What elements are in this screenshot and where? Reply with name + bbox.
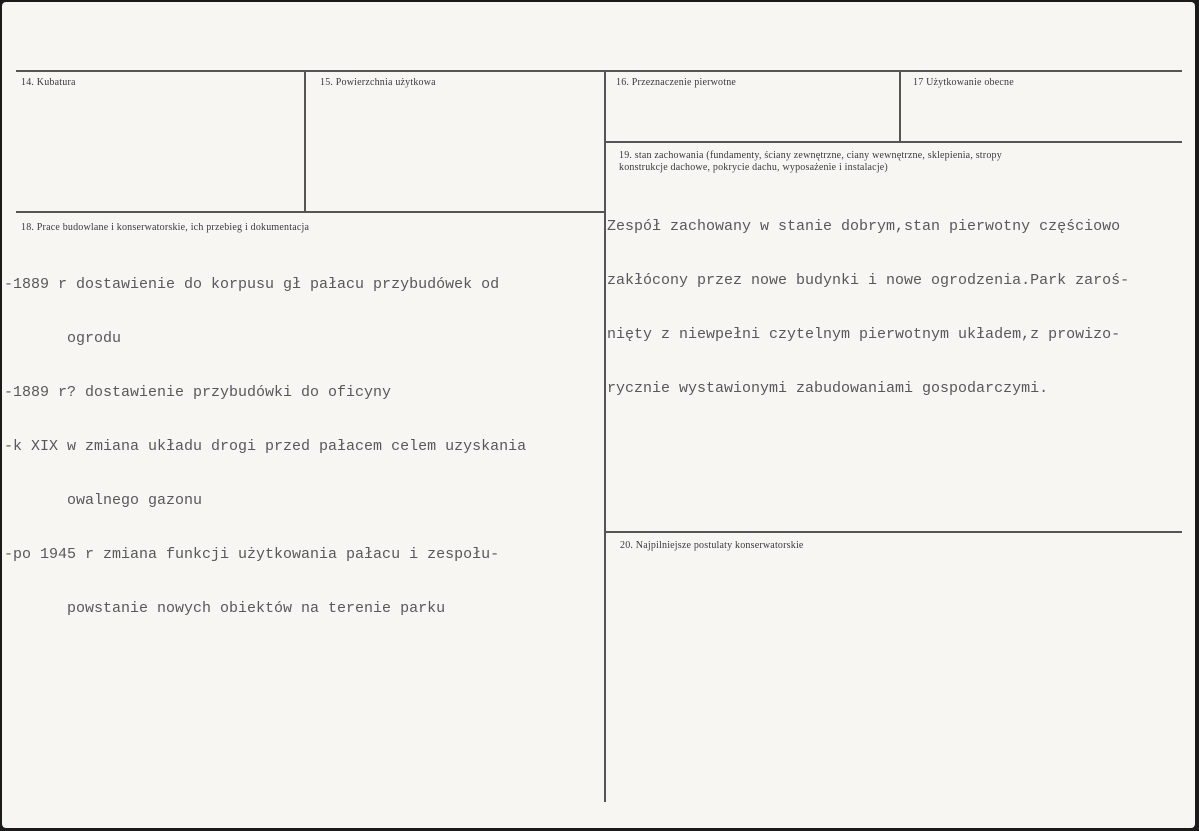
field-19-label-line-2: konstrukcje dachowe, pokrycie dachu, wyposażenie i instalacje) [619, 162, 888, 173]
rule-above-20 [605, 531, 1182, 533]
field-15-label: 15. Powierzchnia użytkowa [320, 77, 436, 88]
field-16-label: 16. Przeznaczenie pierwotne [616, 77, 737, 88]
field-19-line: Zespół zachowany w stanie dobrym,stan pierwotny częściowo [607, 218, 1121, 235]
field-14-label: 14. Kubatura [21, 77, 76, 88]
rule-below-16-17 [605, 141, 1182, 143]
record-card [2, 2, 1195, 828]
field-18-label: 18. Prace budowlane i konserwatorskie, ich przebieg i dokumentacja [21, 222, 310, 233]
field-18-line: -po 1945 r zmiana funkcji użytkowania pałacu i zespołu- [4, 546, 500, 563]
field-19-label-line-1: 19. stan zachowania (fundamenty, ściany zewnętrzne, ciany wewnętrzne, sklepienia, stropy [619, 150, 1002, 161]
divider-16-17 [899, 70, 901, 143]
divider-14-15 [304, 70, 306, 213]
center-divider [604, 70, 606, 802]
top-rule [16, 70, 1182, 72]
field-18-line: powstanie nowych obiektów na terenie parku [4, 600, 446, 617]
field-19-content [607, 182, 1129, 434]
rule-below-14-15 [16, 211, 606, 213]
field-18-line: -1889 r? dostawienie przybudówki do oficyny [4, 384, 392, 401]
field-18-line: owalnego gazonu [4, 492, 203, 509]
field-17-label: 17 Użytkowanie obecne [913, 77, 1014, 88]
field-19-line: rycznie wystawionymi zabudowaniami gospodarczymi. [607, 380, 1049, 397]
field-19-line: zakłócony przez nowe budynki i nowe ogrodzenia.Park zaroś- [607, 272, 1130, 289]
field-18-line: -k XIX w zmiana układu drogi przed pałacem celem uzyskania [4, 438, 527, 455]
field-19-line: nięty z niewpełni czytelnym pierwotnym układem,z prowizo- [607, 326, 1121, 343]
field-18-line: ogrodu [4, 330, 122, 347]
field-18-line: -1889 r dostawienie do korpusu gł pałacu przybudówek od [4, 276, 500, 293]
field-20-label: 20. Najpilniejsze postulaty konserwatorskie [620, 540, 804, 551]
field-18-content [4, 240, 526, 654]
